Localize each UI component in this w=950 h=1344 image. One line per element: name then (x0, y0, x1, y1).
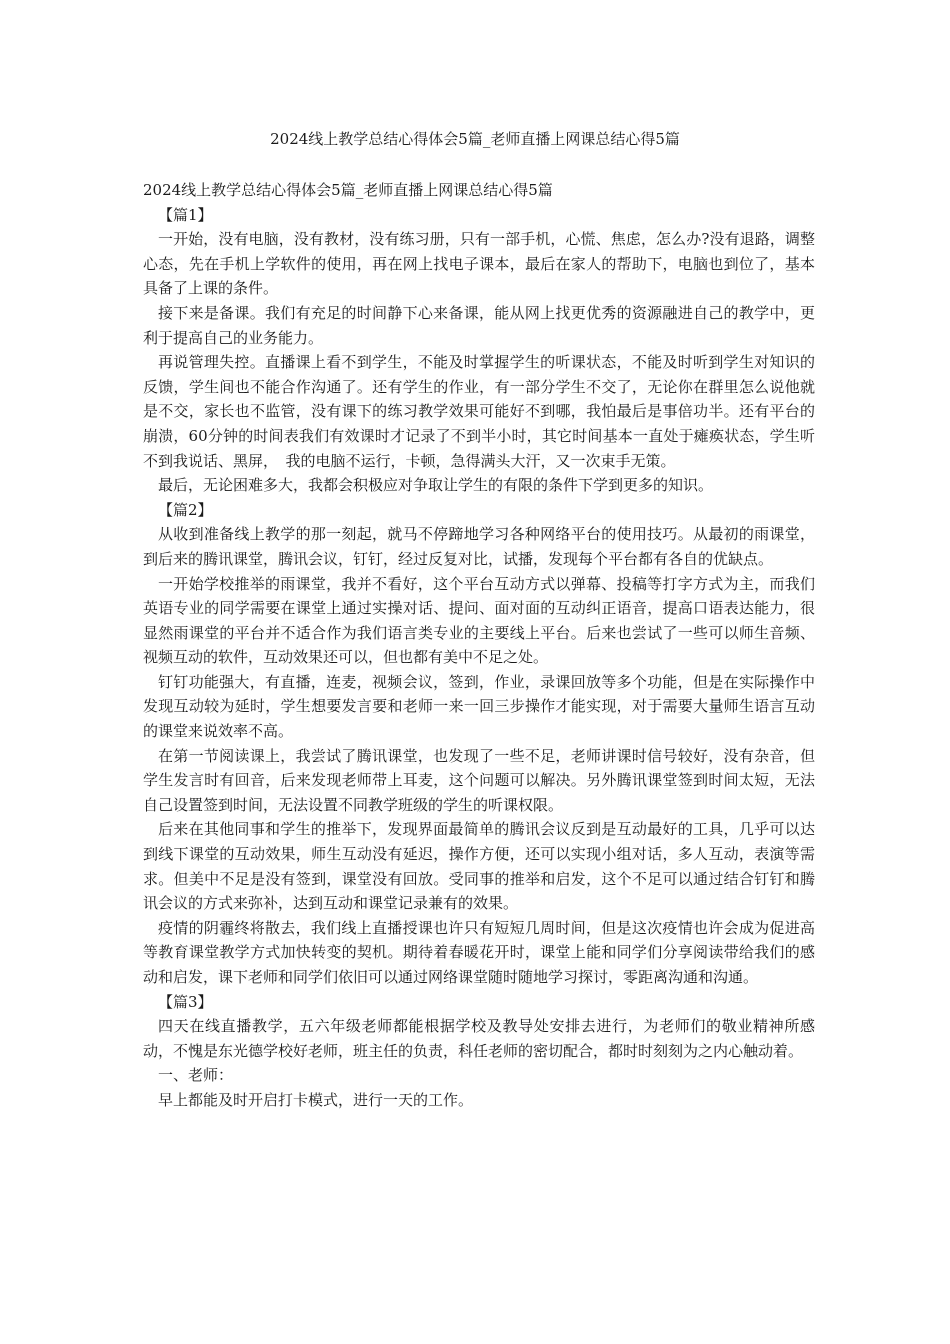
section-heading-1: 【篇1】 (158, 205, 213, 224)
document-body (143, 178, 815, 1113)
paragraph: 最后，无论困难多大，我都会积极应对争取让学生的有限的条件下学到更多的知识。 (158, 476, 714, 495)
paragraph: 四天在线直播教学，五六年级老师都能根据学校及教导处安排去进行，为老师们的敬业精神所感动，不愧是东光德学校好老师，班主任的负责，科任老师的密切配合，都时时刻刻为之内心触动着。 (143, 1017, 815, 1060)
paragraph: 疫情的阴霾终将散去，我们线上直播授课也许只有短短几周时间，但是这次疫情也许会成为促进高等教育课堂教学方式加快转变的契机。期待着春暖花开时，课堂上能和同学们分享阅读带给我们的感动和启发，课下老师和同学们依旧可以通过网络课堂随时随地学习探讨，零距离沟通和沟通。 (143, 918, 815, 986)
list-heading: 一、老师： (158, 1066, 234, 1085)
paragraph: 一开始学校推举的雨课堂，我并不看好，这个平台互动方式以弹幕、投稿等打字方式为主，而我们英语专业的同学需要在课堂上通过实操对话、提问、面对面的互动纠正语音，提高口语表达能力，很显然雨课堂的平台并不适合作为我们语言类专业的主要线上平台。后来也尝试了一些可以师生音频、视频互动的软件，互动效果还可以，但也都有美中不足之处。 (143, 574, 815, 667)
section-heading-3: 【篇3】 (158, 992, 213, 1011)
paragraph: 一开始，没有电脑，没有教材，没有练习册，只有一部手机，心慌、焦虑，怎么办?没有退路，调整心态，先在手机上学软件的使用，再在网上找电子课本，最后在家人的帮助下，电脑也到位了，基本具备了上课的条件。 (143, 230, 815, 298)
document-subtitle: 2024线上教学总结心得体会5篇_老师直播上网课总结心得5篇 (143, 181, 553, 199)
paragraph: 早上都能及时开启打卡模式，进行一天的工作。 (158, 1090, 474, 1109)
paragraph: 从收到准备线上教学的那一刻起，就马不停蹄地学习各种网络平台的使用技巧。从最初的雨课堂，到后来的腾讯课堂，腾讯会议，钉钉，经过反复对比，试播，发现每个平台都有各自的优缺点。 (143, 525, 815, 568)
paragraph: 后来在其他同事和学生的推举下，发现界面最简单的腾讯会议反到是互动最好的工具，几乎可以达到线下课堂的互动效果，师生互动没有延迟，操作方便，还可以实现小组对话，多人互动，表演等需求。但美中不足是没有签到，课堂没有回放。受同事的推举和启发，这个不足可以通过结合钉钉和腾讯会议的方式来弥补，达到互动和课堂记录兼有的效果。 (143, 820, 815, 913)
document-title: 2024线上教学总结心得体会5篇_老师直播上网课总结心得5篇 (270, 130, 680, 148)
paragraph: 在第一节阅读课上，我尝试了腾讯课堂，也发现了一些不足，老师讲课时信号较好，没有杂音，但学生发言时有回音，后来发现老师带上耳麦，这个问题可以解决。另外腾讯课堂签到时间太短，无法自己设置签到时间，无法设置不同教学班级的学生的听课权限。 (143, 746, 815, 814)
paragraph: 接下来是备课。我们有充足的时间静下心来备课，能从网上找更优秀的资源融进自己的教学中，更利于提高自己的业务能力。 (143, 303, 815, 347)
paragraph: 再说管理失控。直播课上看不到学生，不能及时掌握学生的听课状态，不能及时听到学生对知识的反馈，学生间也不能合作沟通了。还有学生的作业，有一部分学生不交了，无论你在群里怎么说他就是不交，家长也不监管，没有课下的练习教学效果可能好不到哪，我怕最后是事倍功半。还有平台的崩溃，60分钟的时间表我们有效课时才记录了不到半小时，其它时间基本一直处于瘫痪状态，学生听不到我说话、黑屏， 我的电脑不运行，卡顿，急得满头大汗，又一次束手无策。 (143, 353, 815, 470)
paragraph: 钉钉功能强大，有直播，连麦，视频会议，签到，作业，录课回放等多个功能，但是在实际操作中发现互动较为延时，学生想要发言要和老师一来一回三步操作才能实现，对于需要大量师生语言互动的课堂来说效率不高。 (143, 672, 815, 741)
section-heading-2: 【篇2】 (158, 500, 213, 519)
